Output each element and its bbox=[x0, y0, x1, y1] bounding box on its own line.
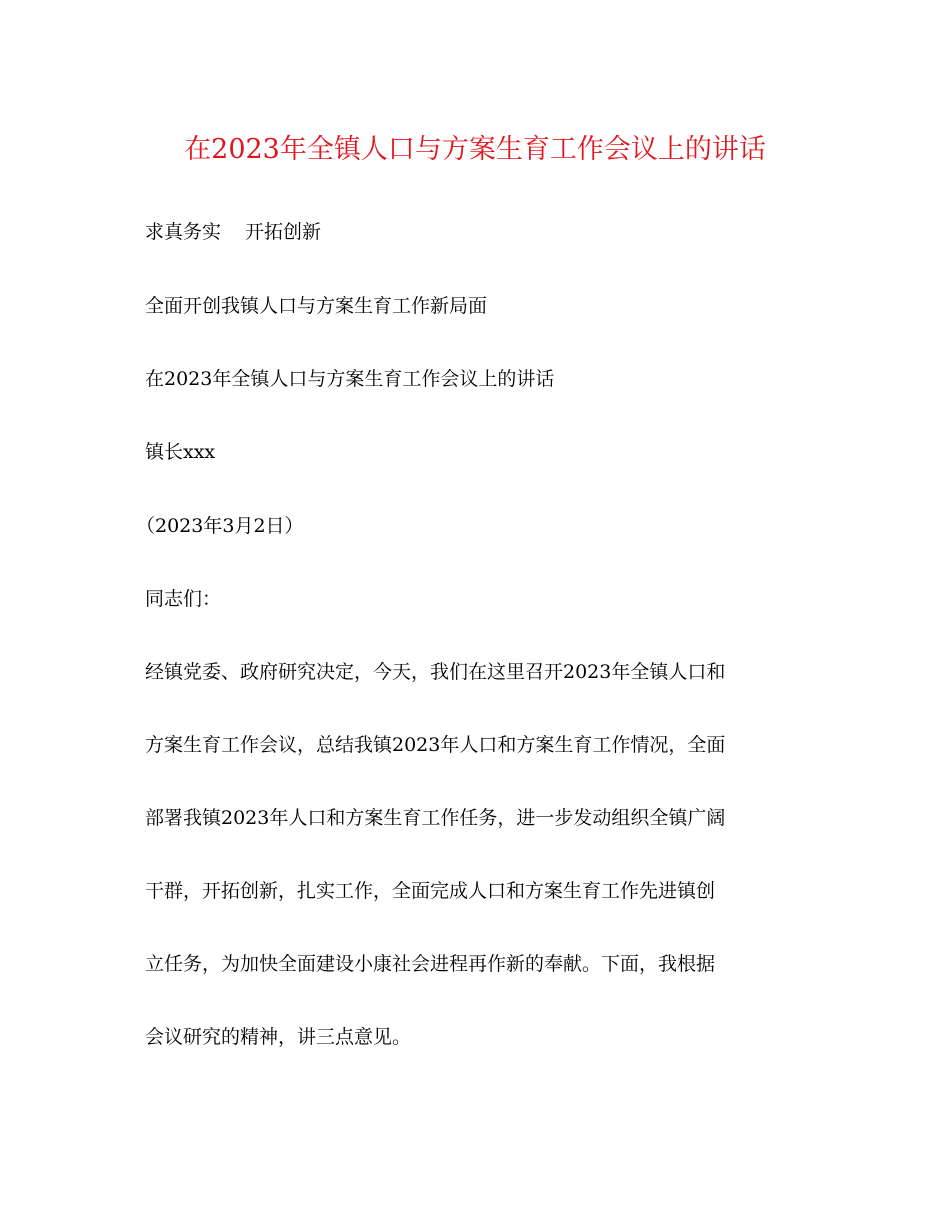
speaker-line: 镇长xxx bbox=[145, 441, 216, 463]
paragraph-line: 经镇党委、政府研究决定，今天，我们在这里召开2023年全镇人口和 bbox=[145, 661, 726, 683]
speech-title-line: 在2023年全镇人口与方案生育工作会议上的讲话 bbox=[145, 368, 555, 390]
slogan-part-1: 求真务实 bbox=[145, 221, 222, 243]
paragraph-line: 立任务，为加快全面建设小康社会进程再作新的奉献。下面，我根据 bbox=[145, 953, 716, 975]
slogan-part-2: 开拓创新 bbox=[245, 221, 322, 243]
paragraph-line: 会议研究的精神，讲三点意见。 bbox=[145, 1026, 412, 1048]
paragraph-line: 干群，开拓创新，扎实工作，全面完成人口和方案生育工作先进镇创 bbox=[145, 880, 716, 902]
date-line: （2023年3月2日） bbox=[136, 515, 304, 537]
salutation-line: 同志们： bbox=[145, 588, 222, 610]
paragraph-line: 部署我镇2023年人口和方案生育工作任务，进一步发动组织全镇广阔 bbox=[145, 807, 726, 829]
paragraph-line: 方案生育工作会议，总结我镇2023年人口和方案生育工作情况，全面 bbox=[145, 734, 726, 756]
document-title: 在2023年全镇人口与方案生育工作会议上的讲话 bbox=[184, 134, 766, 165]
subtitle-line: 全面开创我镇人口与方案生育工作新局面 bbox=[145, 295, 488, 317]
slogan-line bbox=[145, 216, 825, 248]
